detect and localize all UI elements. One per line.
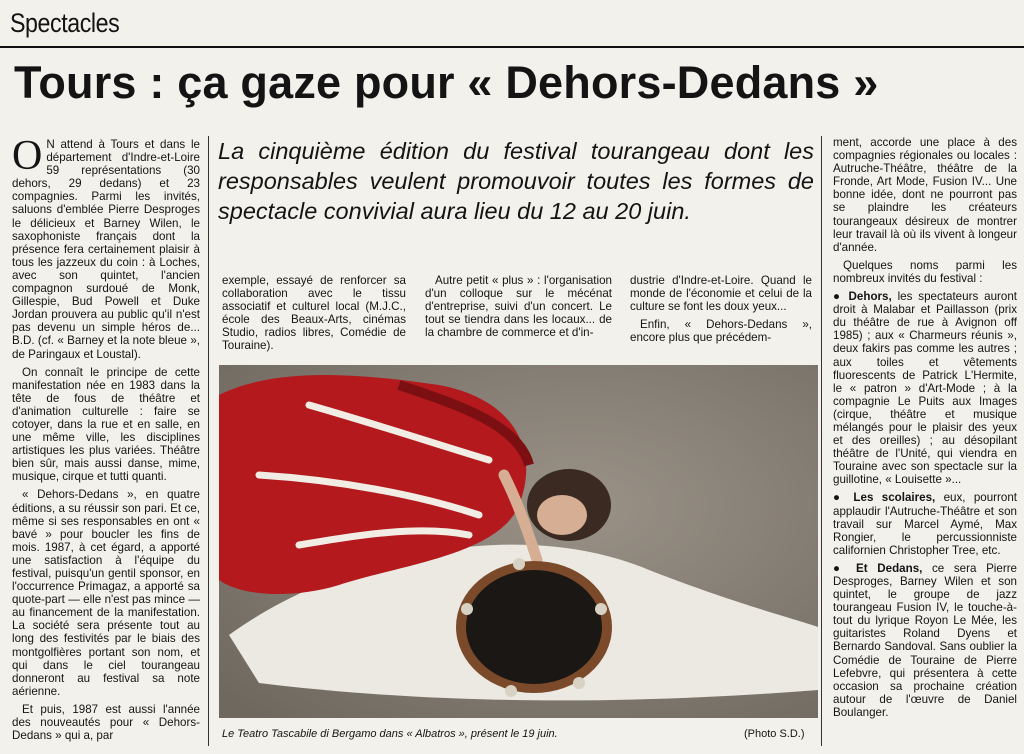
performer-illustration xyxy=(219,365,818,718)
paragraph: Enfin, « Dehors-Dedans », encore plus que précédem- xyxy=(630,318,812,345)
section-label: Spectacles xyxy=(10,8,120,38)
drop-cap: O xyxy=(12,133,43,179)
bullet-lead: ● Dehors, xyxy=(833,290,892,304)
paragraph: exemple, essayé de renforcer sa collaboration avec le tissu associatif et culturel local (M.J.C., école des Beaux-Arts, cinémas Studio, radios libres, Comédie de Touraine). xyxy=(222,274,406,353)
paragraph: Autre petit « plus » : l'organisation d'un colloque sur le mécénat d'entreprise, suivi d'un concert. Le tout se tiendra dans les locaux... de la chambre de commerce et d'in- xyxy=(425,274,612,340)
bullet-dedans xyxy=(833,562,1017,719)
article-lead: La cinquième édition du festival tourangeau dont les responsables veulent promouvoir toutes les formes de spectacle convivial aura lieu du 12 au 20 juin. xyxy=(218,138,814,224)
article-photo xyxy=(219,365,818,718)
paragraph: Quelques noms parmi les nombreux invités du festival : xyxy=(833,258,1017,285)
paragraph: Et puis, 1987 est aussi l'année des nouveautés pour « Dehors-Dedans » qui a, par xyxy=(12,702,200,743)
article-column-4 xyxy=(630,274,812,349)
bullet-text: ce sera Pierre Desproges, Barney Wilen et son quintet, le groupe de jazz tourangeau Fusion IV, le touche-à-tout du lyrique Royon Le Mée, les guitaristes Roland Dyens et Bernardo Sandoval. Sans oublier la Comédie de Touraine de Pierre Lefebvre, qui présentera à cette occasion sa prochaine création autour de l'œuvre de Daniel Boulanger. xyxy=(833,561,1017,719)
article-column-2 xyxy=(222,274,406,358)
headline: Tours : ça gaze pour « Dehors-Dedans » xyxy=(14,57,879,108)
column-divider xyxy=(821,136,822,746)
bullet-lead: ● Les scolaires, xyxy=(833,491,936,505)
photo-credit: (Photo S.D.) xyxy=(744,728,805,740)
paragraph: « Dehors-Dedans », en quatre éditions, a su réussir son pari. Et ce, même si ses responsables en ont « bavé » pour boucler les fins de mois. 1987, à cet égard, a apporté une satisfaction à l'équipe du festival, puisqu'un gentil sponsor, en l'occurrence Primagaz, a apporté sa quote-part — elle n'est pas mince — au financement de la manifestation. La société sera présente tout au long des festivités par le biais des montgolfières portant son nom, et qui dans le ciel tourangeau donneront au festival sa note aérienne. xyxy=(12,488,200,698)
article-column-1 xyxy=(12,133,200,747)
article-column-5 xyxy=(833,136,1017,724)
column-divider xyxy=(208,136,209,746)
bullet-scolaires xyxy=(833,491,1017,556)
bullet-lead: ● Et Dedans, xyxy=(833,561,923,575)
bullet-text: les spectateurs auront droit à Malabar et Paillasson (prix du théâtre de rue à Avignon off 1985) ; aux « Charmeurs réunis », deux fakirs pas comme les autres ; aux toiles et vêtements fluorescents de Patrick L'Hermite, le « patron » d'Art-Mode ; à la compagnie Le Puits aux Images (cirque, théâtre et musique mélangés pour le plaisir des yeux et des oreilles) ; au désopilant théâtre de l'Unité, qui viendra en Touraine avec son spectacle sur la guillotine, « Louisette »... xyxy=(833,290,1017,487)
paragraph: ment, accorde une place à des compagnies régionales ou locales : Autruche-Théâtre, théâtre de la Fronde, Art Mode, Fusion IV... Une bonne idée, dont ne pourront pas se plaindre les créateurs tourangeaux désireux de montrer leur travail là où ils vivent à longeur d'année. xyxy=(833,136,1017,254)
article-column-3 xyxy=(425,274,612,344)
bullet-text: eux, pourront applaudir l'Autruche-Théâtre et son travail sur Marcel Aymé, Max Rongier, le percussionniste californien Christopher Tree, etc. xyxy=(833,491,1018,557)
paragraph-text: N attend à Tours et dans le département d'Indre-et-Loire 59 représentations (30 dehors, 29 dedans) et 23 compagnies. Parmi les invités, saluons d'emblée Pierre Desproges le délicieux et Barney Wilen, le saxophoniste français dont la présence fera certainement plaisir à tous les jazzeux du coin : à Loches, avec son quintet, l'ancien compagnon surdoué de Monk, Gillespie, Bud Powell et Duke Jordan prouvera au public qu'il n'est pas devenu un simple héros de... B.D. (cf. « Barney et la note bleue », de Paringaux et Loustal). xyxy=(12,138,200,361)
section-rule xyxy=(0,46,1024,48)
paragraph: On connaît le principe de cette manifestation née en 1983 dans la tête de fous de théâtre et d'animation culturelle : faire se cotoyer, dans la rue et en salle, en une même ville, les disciplines artistiques les plus variées. Théâtre bien sûr, mais aussi danse, mime, musique, cirque et tutti quanti. xyxy=(12,365,200,484)
bullet-dehors xyxy=(833,290,1017,486)
paragraph-intro xyxy=(12,133,200,361)
paragraph: dustrie d'Indre-et-Loire. Quand le monde de l'économie et celui de la culture se font les doux yeux... xyxy=(630,274,812,314)
photo-caption: Le Teatro Tascabile di Bergamo dans « Albatros », présent le 19 juin. xyxy=(222,728,558,740)
